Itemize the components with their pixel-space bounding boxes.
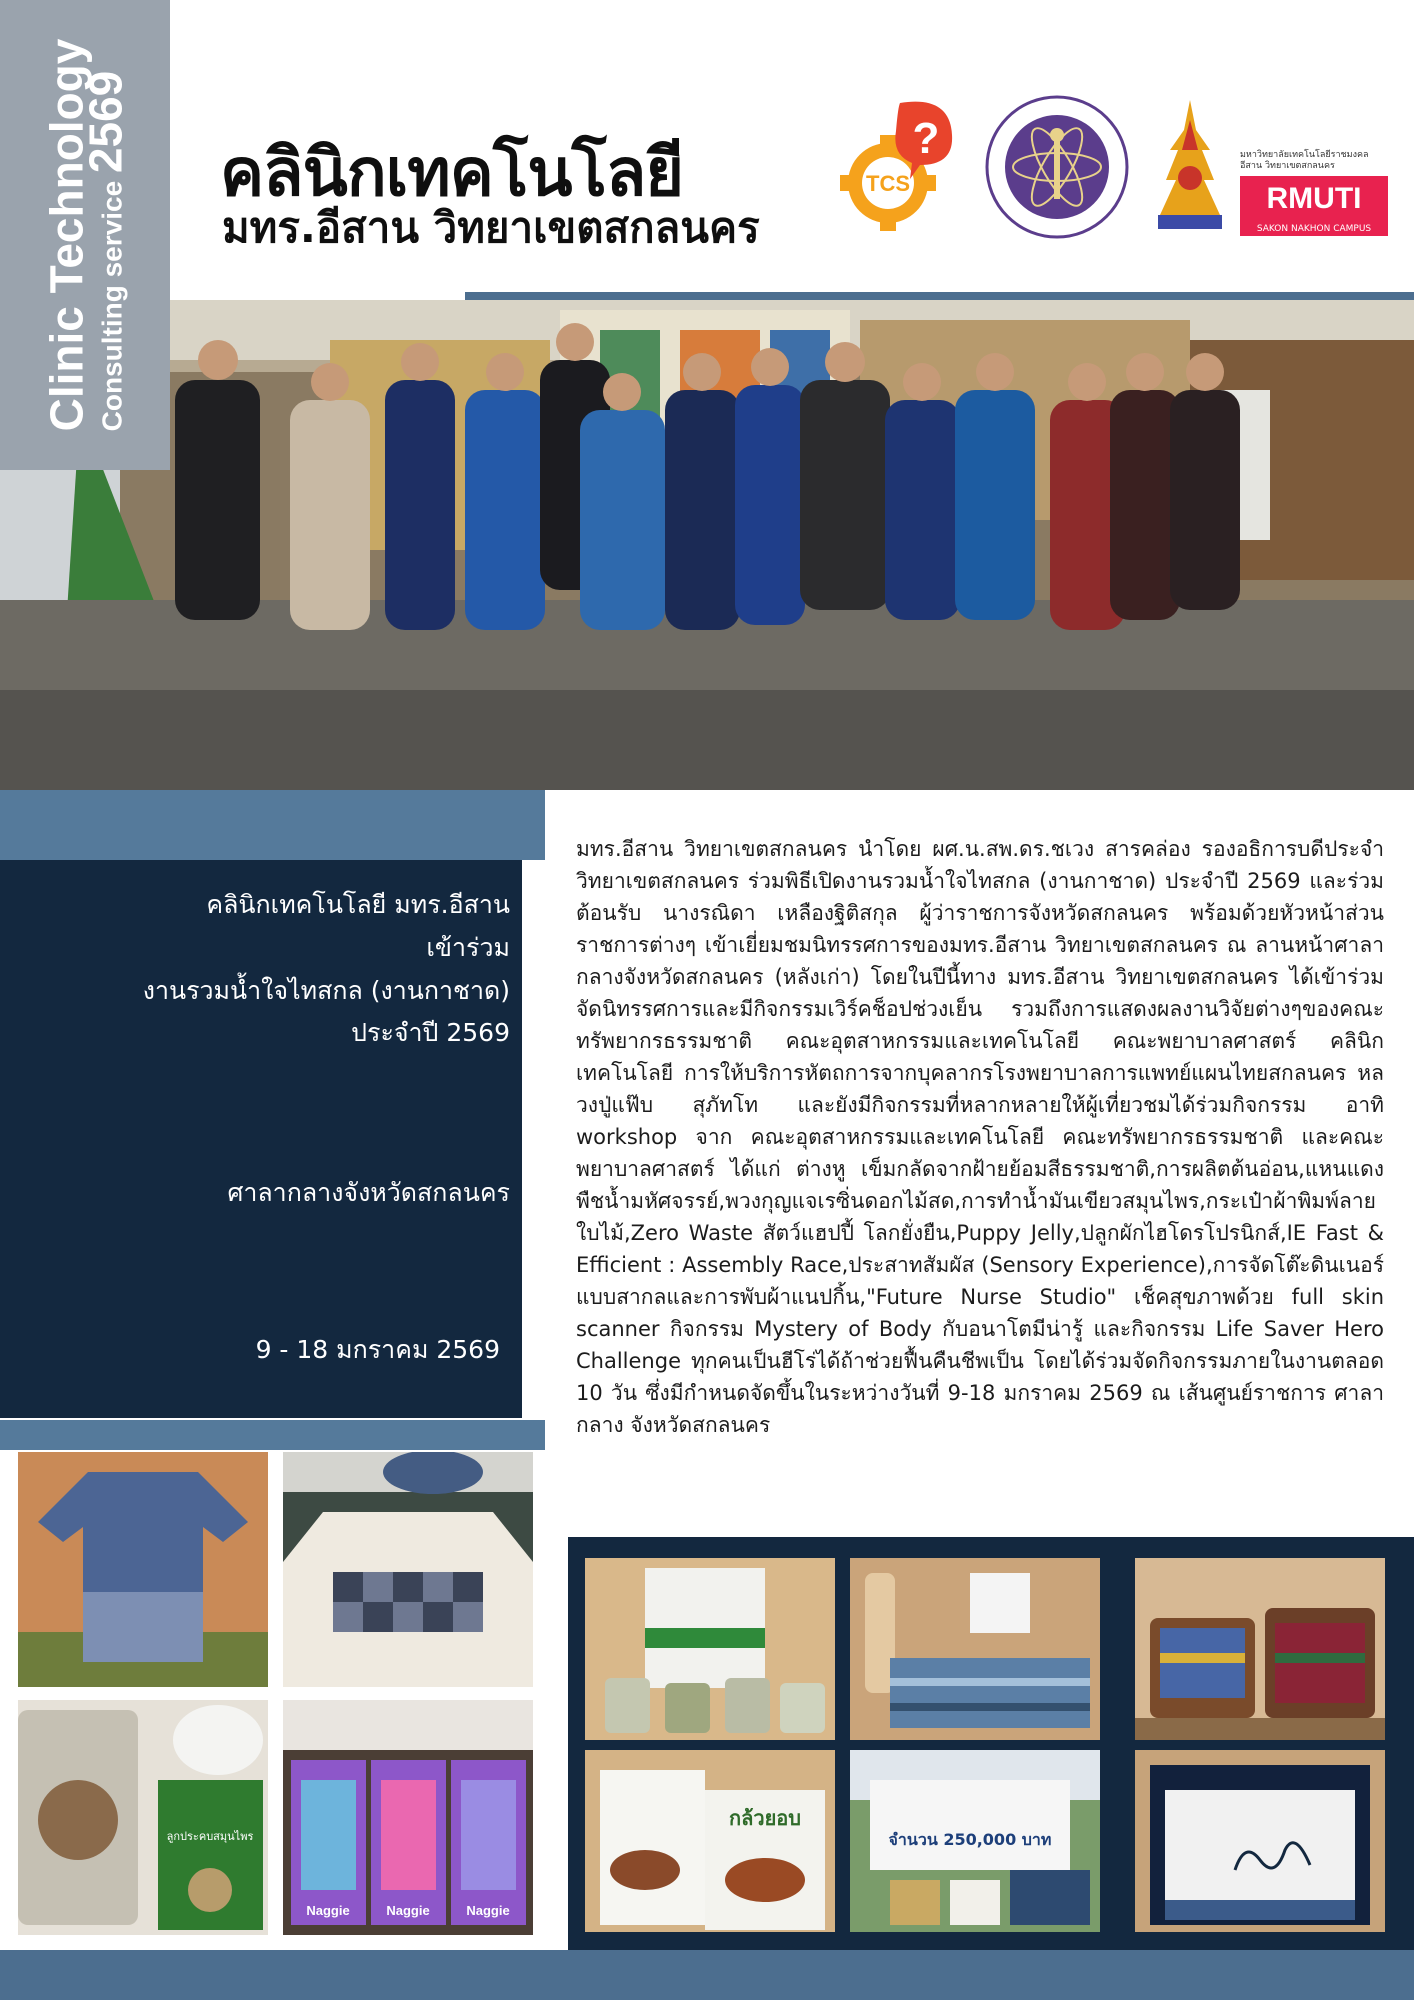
rmuti-logo-wordmark: RMUTI (1240, 176, 1388, 222)
naggie-label-1: Naggie (306, 1903, 350, 1918)
article-body: มทร.อีสาน วิทยาเขตสกลนคร นำโดย ผศ.น.สพ.ดร.ชเวง สารคล่อง รองอธิการบดีประจำวิทยาเขตสกลนคร ร่วมพิธีเปิดงานรวมน้ำใจไทสกล (งานกาชาด) ประจำปี 2569 และร่วมต้อนรับ นางรณิดา เหลืองฐิติสกุล ผู้ว่าราชการจังหวัดสกลนคร พร้อมด้วยหัวหน้าส่วนราชการต่างๆ เข้าเยี่ยมชมนิทรรศการของมทร.อีสาน วิทยาเขตสกลนคร ณ ลานหน้าศาลากลางจังหวัดสกลนคร (หลังเก่า) โดยในปีนี้ทาง มทร.อีสาน วิทยาเขตสกลนคร ได้เข้าร่วมจัดนิทรรศการและมีกิจกรรมเวิร์คช็อปช่วงเย็น รวมถึงการแสดงผลงานวิจัยต่างๆของคณะทรัพยากรธรรมชาติ คณะอุตสาหกรรมและเทคโนโลยี คณะพยาบาลศาสตร์ คลินิกเทคโนโลยี การให้บริการหัตถการจากบุคลากรโรงพยาบาลการแพทย์แผนไทยสกลนคร หลวงปู่แฟ๊บ สุภัทโท และยังมีกิจกรรมที่หลากหลายให้ผู้เที่ยวชมได้ร่วมกิจกรรม อาทิ workshop จาก คณะอุตสาหกรรมและเทคโนโลยี คณะทรัพยากรธรรมชาติ และคณะพยาบาลศาสตร์ ได้แก่ ต่างหู เข็มกลัดจากฝ้ายย้อมสีธรรมชาติ,การผลิตต้นอ่อน,แหนแดงพืชน้ำมหัศจรรย์,พวงกุญแจเรซิ่นดอกไม้สด,การทำน้ำมันเขียวสมุนไพร,กระเป๋าผ้าพิมพ์ลายใบไม้,Zero Waste สัตว์แฮปปี้ โลกยั่งยืน,Puppy Jelly,ปลูกผักไฮโดรโปรนิกส์,IE Fast & Efficient : Assembly Race,ประสาทสัมผัส (Sensory Experience),การจัดโต๊ะดินเนอร์แบบสากลและการพับผ้าแนปกิ้น,"Future Nurse Studio" เช็คสุขภาพด้วย full skin scanner กิจกรรม Mystery of Body กับอนาโตมีน่ารู้ และกิจกรรม Life Saver Hero Challenge ทุกคนเป็นฮีโร่ได้ถ้าช่วยฟื้นคืนชีพเป็น โดยได้ร่วมจัดกิจกรรมภายในงานตลอด 10 วัน ซึ่งมีกำหนดจัดขึ้นในระหว่างวันที่ 9-18 มกราคม 2569 ณ เส้นศูนย์ราชการ ศาลากลาง จังหวัดสกลนคร (576, 837, 1384, 1437)
side-banner (0, 0, 170, 470)
low-stripe (0, 1420, 545, 1450)
photo-woven-cloth (850, 1558, 1100, 1740)
info-join: เข้าร่วม (426, 933, 510, 962)
photo-dried-banana (585, 1750, 835, 1932)
herbal-pack-label: ลูกประคบสมุนไพร (166, 1830, 254, 1843)
rmuti-logo (1240, 150, 1388, 234)
page-subtitle: มทร.อีสาน วิทยาเขตสกลนคร (222, 203, 760, 252)
photo-indigo-shirt (18, 1452, 268, 1687)
side-banner-text (40, 38, 132, 432)
tcs-logo-text: TCS (866, 171, 910, 196)
info-date: 9 - 18 มกราคม 2569 (255, 1335, 500, 1364)
event-info-box (0, 860, 522, 1418)
photo-herbal-products (18, 1700, 268, 1935)
photo-woven-bags (1135, 1558, 1385, 1740)
info-location: ศาลากลางจังหวัดสกลนคร (227, 1178, 510, 1207)
group-photo (0, 300, 1414, 790)
page-title: คลินิกเทคโนโลยี (220, 134, 684, 211)
photo-white-booth (1135, 1750, 1385, 1932)
ministry-seal-logo (985, 95, 1130, 240)
rmuti-logo-caption: มหาวิทยาลัยเทคโนโลยีราชมงคลอีสาน วิทยาเขตสกลนคร (1240, 150, 1369, 171)
photo-award-certificate (850, 1750, 1100, 1932)
info-year: ประจำปี 2569 (351, 1018, 510, 1047)
side-banner-title: Clinic Technology (40, 38, 93, 432)
side-banner-year: 2569 (79, 70, 132, 174)
svg-text:?: ? (912, 114, 940, 163)
side-banner-subtitle-text: Consulting service (96, 180, 128, 432)
photo-rice-jars (585, 1558, 835, 1740)
info-org: คลินิกเทคโนโลยี มทร.อีสาน (206, 890, 510, 919)
naggie-label-3: Naggie (466, 1903, 510, 1918)
naggie-label-2: Naggie (386, 1903, 430, 1918)
university-emblem-logo (1150, 100, 1230, 235)
rmuti-logo-campus: SAKON NAKHON CAMPUS (1240, 222, 1388, 236)
side-banner-subtitle (79, 39, 132, 432)
tcs-logo (840, 95, 960, 235)
photo-patchwork-shirt (283, 1452, 533, 1687)
photo-naggie-toys (283, 1700, 533, 1935)
footer-stripe (0, 1950, 1414, 2000)
mid-stripe (0, 790, 545, 860)
prize-label: จำนวน 250,000 บาท (888, 1830, 1052, 1849)
banana-label: กล้วยอบ (728, 1806, 802, 1830)
info-event: งานรวมน้ำใจไทสกล (งานกาชาด) (142, 976, 510, 1005)
